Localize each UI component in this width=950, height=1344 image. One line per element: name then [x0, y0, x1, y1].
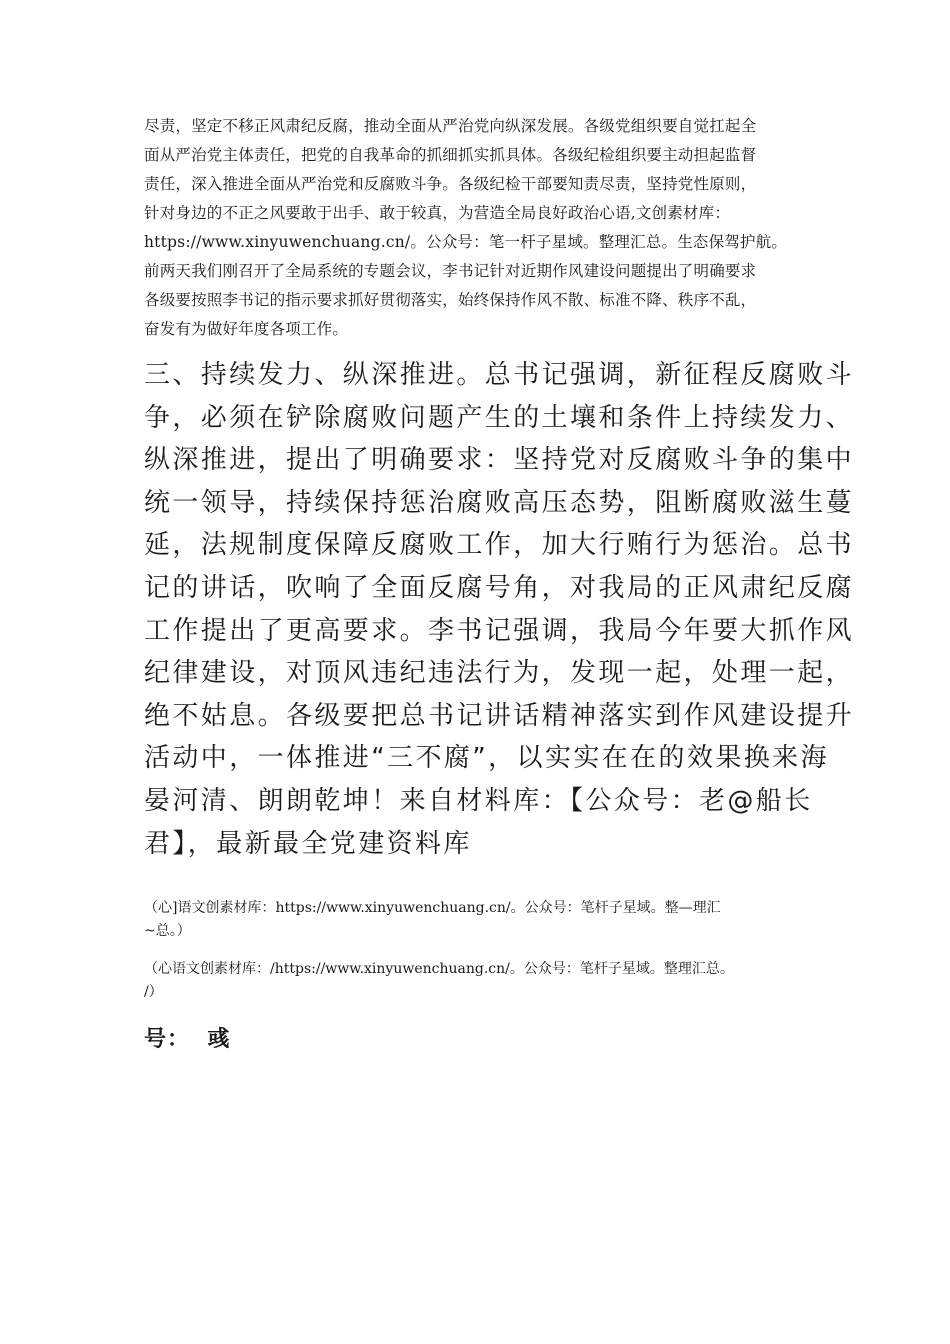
text-line: 奋发有为做好年度各项工作。 [144, 320, 349, 338]
text-line: 活动中，一体推进“三不腐”，以实实在在的效果换来海 [144, 743, 829, 774]
footer-label: 号： 彧 [144, 1027, 231, 1052]
note-line: /） [144, 984, 163, 1000]
text-line: 面从严治党主体责任，把党的自我革命的抓细抓实抓具体。各级纪检组织要主动担起监督 [144, 146, 757, 164]
text-line: https://www.xinyuwenchuang.cn/。公众号：笔一杆子星域。整理汇总。生态保驾护航。 [144, 233, 788, 251]
text-line: 责任，深入推进全面从严治党和反腐败斗争。各级纪检干部要知责尽责，坚持党性原则， [144, 175, 757, 193]
text-line: 三、持续发力、纵深推进。总书记强调，新征程反腐败斗 [144, 360, 855, 390]
text-line: 尽责，坚定不移正风肃纪反腐，推动全面从严治党向纵深发展。各级党组织要自觉扛起全 [144, 117, 757, 135]
text-line: 纪律建设，对顶风违纪违法行为，发现一起，处理一起， [144, 658, 855, 689]
text-line: 统一领导，持续保持惩治腐败高压态势，阻断腐败滋生蔓 [144, 487, 855, 518]
text-line: 绝不姑息。各级要把总书记讲话精神落实到作风建设提升 [144, 700, 855, 731]
text-line: 前两天我们刚召开了全局系统的专题会议，李书记针对近期作风建设问题提出了明确要求 [144, 262, 757, 280]
source-note [144, 958, 824, 1004]
text-line: 君】，最新最全党建资料库 [144, 828, 472, 859]
text-line: 纵深推进，提出了明确要求：坚持党对反腐败斗争的集中 [144, 445, 855, 476]
text-line: 延，法规制度保障反腐败工作，加大行贿行为惩治。总书 [144, 530, 855, 561]
text-line: 各级要按照李书记的指示要求抓好贯彻落实，始终保持作风不散、标准不降、秩序不乱， [144, 291, 757, 309]
text-line: 工作提出了更高要求。李书记强调，我局今年要大抓作风 [144, 615, 855, 646]
note-line: （心语文创素材库：/https://www.xinyuwenchuang.cn/。公众号：笔杆子星域。整理汇总。 [144, 961, 734, 977]
body-paragraph-small [144, 112, 814, 344]
source-note [144, 897, 824, 943]
text-line: 记的讲话，吹响了全面反腐号角，对我局的正风肃纪反腐 [144, 572, 855, 603]
text-line: 针对身边的不正之风要敢于出手、敢于较真，为营造全局良好政治心语,文创素材库： [144, 204, 731, 222]
note-line: ~总。） [144, 923, 191, 939]
body-paragraph-section-3 [144, 354, 855, 865]
note-line: （心]语文创素材库：https://www.xinyuwenchuang.cn/。公众号：笔杆子星域。整—理汇 [144, 900, 721, 916]
text-line: 晏河清、朗朗乾坤！来自材料库：【公众号：老@船长 [144, 785, 813, 816]
text-line: 争，必须在铲除腐败问题产生的土壤和条件上持续发力、 [144, 402, 855, 433]
